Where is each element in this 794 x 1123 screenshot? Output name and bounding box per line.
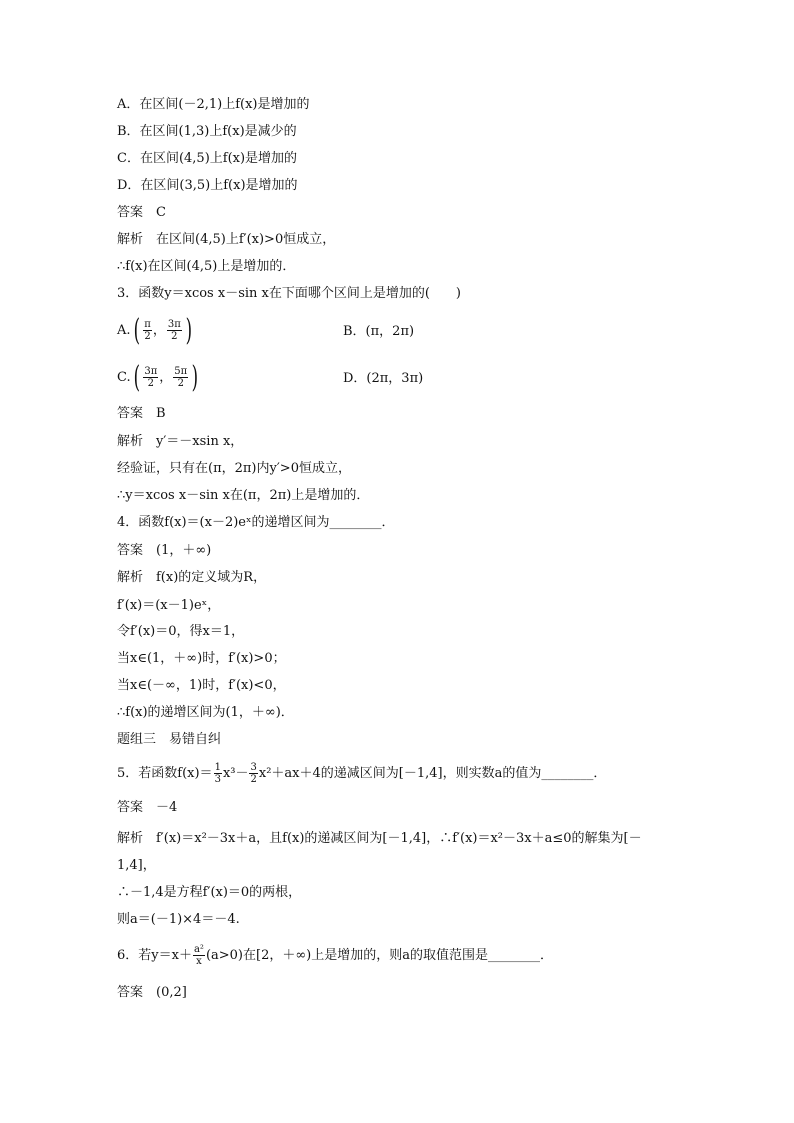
q5-stem <box>117 759 606 789</box>
q4-analysis-line2: f′(x)＝(x－1)eˣ， <box>117 598 221 613</box>
q6-answer: 答案 (0,2] <box>117 985 187 1000</box>
fraction <box>173 366 188 389</box>
section-heading: 题组三 易错自纠 <box>117 732 222 747</box>
fraction <box>214 762 222 785</box>
numerator: 3 <box>250 762 257 773</box>
q5-stem-text: x²＋ax＋4的递减区间为[－1,4]，则实数a的值为________． <box>258 766 607 781</box>
q3-stem: 3．函数y＝xcos x－sin x在下面哪个区间上是增加的( ) <box>117 286 461 301</box>
denominator: 2 <box>147 378 154 389</box>
q2-option-d: D．在区间(3,5)上f(x)是增加的 <box>117 178 298 193</box>
left-paren: ( <box>133 312 140 348</box>
numerator: π <box>144 319 151 330</box>
q4-analysis-line1: 解析 f(x)的定义域为R， <box>117 570 267 585</box>
q5-analysis-line1: 解析 f′(x)＝x²－3x＋a，且f(x)的递减区间为[－1,4]，∴f′(x)＝x²－3x＋a≤0的解集为[－ <box>117 831 642 846</box>
q2-answer: 答案 C <box>117 205 166 220</box>
q3-analysis-line1: 解析 y′＝－xsin x， <box>117 434 244 449</box>
q4-answer: 答案 (1，＋∞) <box>117 543 212 558</box>
q2-option-b: B．在区间(1,3)上f(x)是减少的 <box>117 124 297 139</box>
numerator: 3π <box>144 366 158 377</box>
numerator: a² <box>193 944 204 955</box>
q4-analysis-line3: 令f′(x)＝0，得x＝1， <box>117 624 245 639</box>
q4-analysis-line6: ∴f(x)的递增区间为(1，＋∞)． <box>117 705 294 720</box>
denominator: 2 <box>144 331 151 342</box>
q3-option-a: A.( $\frac{\pi}{2}$ ， $\frac{3\pi}{2}$ ) <box>117 312 192 348</box>
denominator: 3 <box>214 774 221 785</box>
q5-analysis-line3: ∴－1,4是方程f′(x)＝0的两根， <box>117 885 302 900</box>
q4-analysis-line5: 当x∈(－∞，1)时，f′(x)<0， <box>117 678 286 693</box>
fraction <box>143 366 158 389</box>
q3-analysis-line3: ∴y＝xcos x－sin x在(π，2π)上是增加的． <box>117 488 370 503</box>
q6-stem-text: 6．若y＝x＋ <box>117 948 192 963</box>
q3-analysis-line2: 经验证，只有在(π，2π)内y′>0恒成立， <box>117 461 351 476</box>
numerator: 3π <box>167 319 181 330</box>
q3-option-c-label: C. <box>117 370 131 385</box>
numerator: 1 <box>214 762 221 773</box>
fraction <box>143 319 152 342</box>
q4-analysis-line4: 当x∈(1，＋∞)时，f′(x)>0； <box>117 651 286 666</box>
fraction <box>193 944 205 967</box>
q6-stem <box>117 941 553 971</box>
q3-option-b: B．(π，2π) <box>343 324 415 339</box>
q3-option-c: C.( $\frac{3\pi}{2}$ ， $\frac{5\pi}{2}$ ) <box>117 359 199 395</box>
fraction <box>167 319 182 342</box>
q4-stem: 4．函数f(x)＝(x－2)eˣ的递增区间为________． <box>117 515 395 530</box>
q5-answer: 答案 －4 <box>117 800 178 815</box>
q5-stem-text: x³－ <box>222 766 249 781</box>
left-paren: ( <box>133 359 140 395</box>
q2-analysis-line1: 解析 在区间(4,5)上f′(x)>0恒成立， <box>117 232 336 247</box>
q3-answer: 答案 B <box>117 406 166 421</box>
q5-stem-text: 5．若函数f(x)＝ <box>117 766 213 781</box>
q2-analysis-line2: ∴f(x)在区间(4,5)上是增加的． <box>117 259 296 274</box>
q2-option-c: C．在区间(4,5)上f(x)是增加的 <box>117 151 298 166</box>
q3-option-a-label: A. <box>117 323 131 338</box>
fraction <box>249 762 257 785</box>
denominator: 2 <box>250 774 257 785</box>
right-paren: ) <box>185 312 192 348</box>
q5-analysis-line2: 1,4]， <box>117 858 156 873</box>
q3-option-d: D．(2π，3π) <box>343 371 424 386</box>
denominator: 2 <box>177 378 184 389</box>
right-paren: ) <box>191 359 199 395</box>
q2-option-a: A．在区间(－2,1)上f(x)是增加的 <box>117 97 310 112</box>
q5-analysis-line4: 则a＝(－1)×4＝－4. <box>117 912 240 927</box>
denominator: 2 <box>171 331 178 342</box>
denominator: x <box>196 956 202 967</box>
q6-stem-text: (a>0)在[2，＋∞)上是增加的，则a的取值范围是________． <box>205 948 553 963</box>
numerator: 5π <box>174 366 188 377</box>
